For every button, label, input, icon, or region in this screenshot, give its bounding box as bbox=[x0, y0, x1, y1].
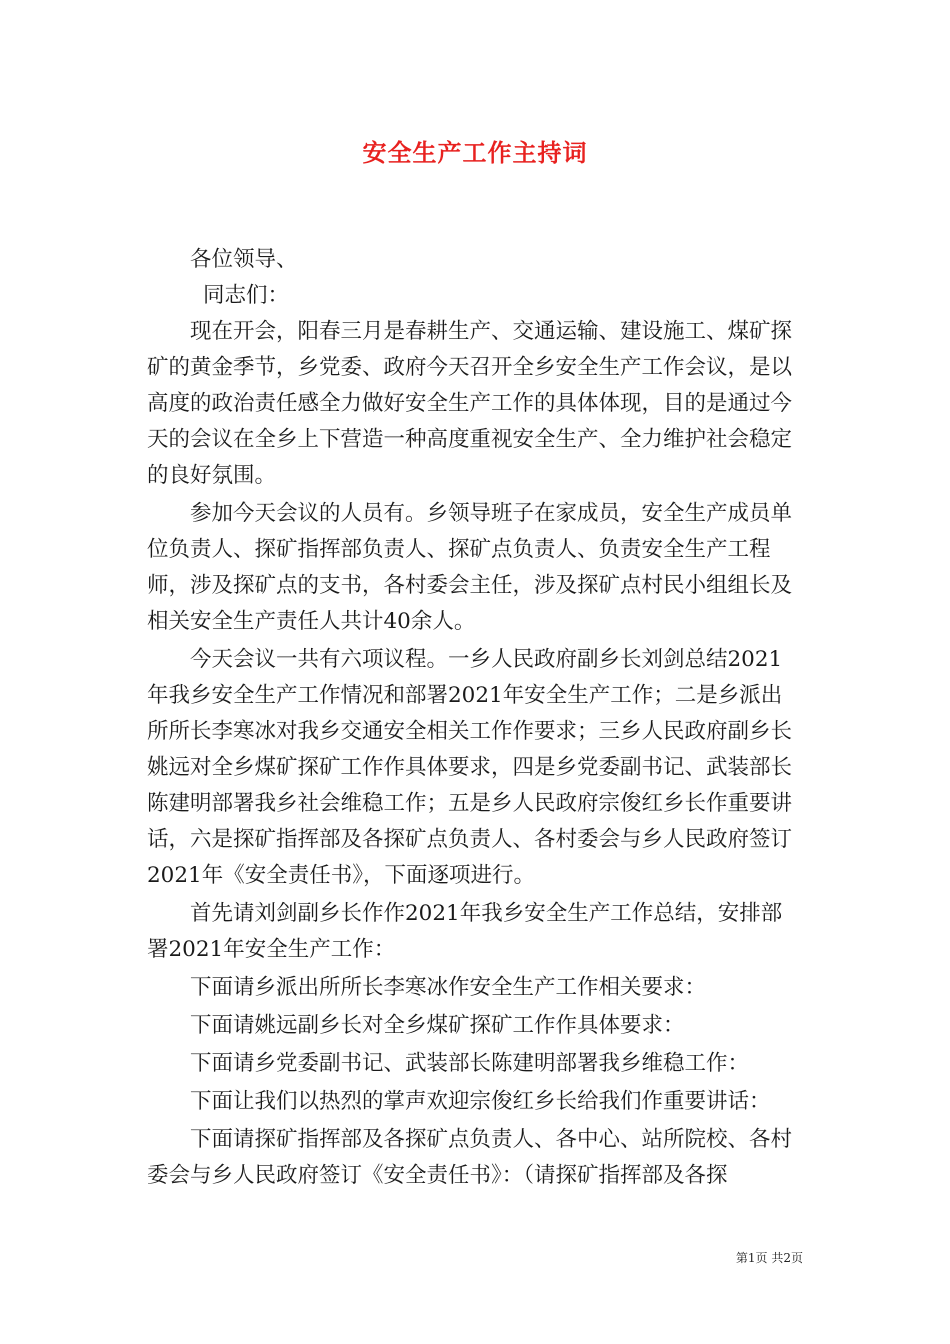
paragraph-agenda: 今天会议一共有六项议程。一乡人民政府副乡长刘剑总结2021年我乡安全生产工作情况和部署2021年安全生产工作；二是乡派出所所长李寒冰对我乡交通安全相关工作作要求；三乡人民政府副乡长姚远对全乡煤矿探矿工作作具体要求，四是乡党委副书记、武装部长陈建明部署我乡社会维稳工作；五是乡人民政府宗俊红乡长作重要讲话，六是探矿指挥部及各探矿点负责人、各村委会与乡人民政府签订2021年《安全责任书》，下面逐项进行。 bbox=[147, 647, 793, 888]
paragraph-attendees: 参加今天会议的人员有。乡领导班子在家成员，安全生产成员单位负责人、探矿指挥部负责人、探矿点负责人、负责安全生产工程师，涉及探矿点的支书，各村委会主任，涉及探矿点村民小组组长及相关安全生产责任人共计40余人。 bbox=[147, 501, 793, 634]
paragraph-sixth-item: 下面请探矿指挥部及各探矿点负责人、各中心、站所院校、各村委会与乡人民政府签订《安全责任书》：（请探矿指挥部及各探 bbox=[147, 1127, 793, 1188]
paragraph-opening: 现在开会，阳春三月是春耕生产、交通运输、建设施工、煤矿探矿的黄金季节，乡党委、政府今天召开全乡安全生产工作会议，是以高度的政治责任感全力做好安全生产工作的具体体现，目的是通过今天的会议在全乡上下营造一种高度重视安全生产、全力维护社会稳定的良好氛围。 bbox=[147, 319, 793, 488]
document-title: 安全生产工作主持词 bbox=[362, 138, 588, 167]
paragraph-fourth-item: 下面请乡党委副书记、武装部长陈建明部署我乡维稳工作： bbox=[190, 1051, 750, 1076]
paragraph-second-item: 下面请乡派出所所长李寒冰作安全生产工作相关要求： bbox=[190, 975, 707, 1000]
document-body bbox=[147, 242, 803, 1196]
salutation-comrades: 同志们： bbox=[203, 283, 290, 308]
paragraph-first-item: 首先请刘剑副乡长作作2021年我乡安全生产工作总结，安排部署2021年安全生产工作： bbox=[147, 901, 783, 962]
salutation-leaders: 各位领导、 bbox=[190, 247, 298, 272]
paragraph-fifth-item: 下面让我们以热烈的掌声欢迎宗俊红乡长给我们作重要讲话： bbox=[190, 1089, 771, 1114]
page-number-footer: 第1页 共2页 bbox=[735, 1251, 803, 1265]
paragraph-third-item: 下面请姚远副乡长对全乡煤矿探矿工作作具体要求： bbox=[190, 1013, 685, 1038]
